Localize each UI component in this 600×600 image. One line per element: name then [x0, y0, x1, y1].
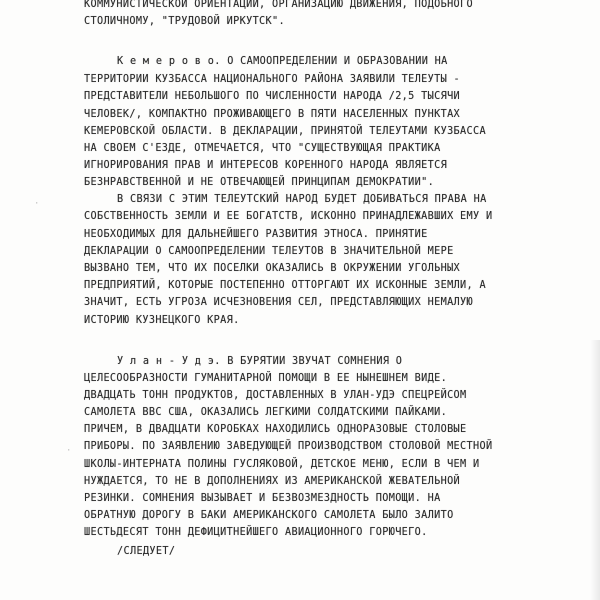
text-line: В СВЯЗИ С ЭТИМ ТЕЛЕУТСКИЙ НАРОД БУДЕТ ДОБИВАТЬСЯ ПРАВА НА — [117, 194, 487, 205]
text-line: ШЕСТЬДЕСЯТ ТОНН ДЕФИЦИТНЕЙШЕГО АВИАЦИОННОГО ГОРЮЧЕГО. — [84, 527, 428, 538]
continued-marker: /СЛЕДУЕТ/ — [117, 546, 176, 557]
margin-speck: · — [66, 446, 72, 456]
text-line: У л а н - У д э. В БУРЯТИИ ЗВУЧАТ СОМНЕНИЯ О — [117, 356, 403, 367]
margin-speck: · — [34, 199, 40, 209]
text-line: ШКОЛЫ-ИНТЕРНАТА ПОЛИНЫ ГУСЛЯКОВОЙ, ДЕТСКОЕ МЕНЮ, ЕСЛИ В ЧЕМ И — [84, 459, 480, 470]
text-line: ИГНОРИРОВАНИЯ ПРАВ И ИНТЕРЕСОВ КОРЕННОГО НАРОДА ЯВЛЯЕТСЯ — [84, 160, 448, 171]
text-line: НУЖДАЕТСЯ, ТО НЕ В ДОПОЛНЕНИЯХ ИЗ АМЕРИКАНСКОЙ ЖЕВАТЕЛЬНОЙ — [84, 476, 461, 487]
text-line: НЕОБХОДИМЫХ ДЛЯ ДАЛЬНЕЙШЕГО РАЗВИТИЯ ЭТНОСА. ПРИНЯТИЕ — [84, 229, 428, 240]
text-line: ИСТОРИЮ КУЗНЕЦКОГО КРАЯ. — [84, 315, 240, 326]
text-line: ПРИЧЕМ, В ДВАДЦАТИ КОРОБКАХ НАХОДИЛИСЬ ОДНОРАЗОВЫЕ СТОЛОВЫЕ — [84, 424, 467, 435]
text-line: ТЕРРИТОРИИ КУЗБАССА НАЦИОНАЛЬНОГО РАЙОНА ЗАЯВИЛИ ТЕЛЕУТЫ - — [84, 74, 461, 85]
text-line: СТОЛИЧНОМУ, "ТРУДОВОЙ ИРКУТСК". — [84, 16, 285, 27]
text-line: ОБРАТНУЮ ДОРОГУ В БАКИ АМЕРИКАНСКОГО САМОЛЕТА БЫЛО ЗАЛИТО — [84, 510, 454, 521]
text-line: ЧЕЛОВЕК/, КОМПАКТНО ПРОЖИВАЮЩЕГО В ПЯТИ НАСЕЛЕННЫХ ПУНКТАХ — [84, 109, 461, 120]
text-line: НА СВОЕМ С'ЕЗДЕ, ОТМЕЧАЕТСЯ, ЧТО "СУЩЕСТВУЮЩАЯ ПРАКТИКА — [84, 143, 441, 154]
text-line: ПРИБОРЫ. ПО ЗАЯВЛЕНИЮ ЗАВЕДУЮЩЕЙ ПРОИЗВОДСТВОМ СТОЛОВОЙ МЕСТНОЙ — [84, 441, 493, 452]
text-line: ПРЕДПРИЯТИЙ, КОТОРЫЕ ПОСТЕПЕННО ОТТОРГАЮТ ИХ ИСКОННЫЕ ЗЕМЛИ, А — [84, 280, 486, 291]
text-line: ДЕКЛАРАЦИИ О САМООПРЕДЕЛЕНИИ ТЕЛЕУТОВ В ЗНАЧИТЕЛЬНОЙ МЕРЕ — [84, 246, 454, 257]
text-line: РЕЗИНКИ. СОМНЕНИЯ ВЫЗЫВАЕТ И БЕЗВОЗМЕЗДНОСТЬ ПОМОЩИ. НА — [84, 493, 441, 504]
text-line: КОММУНИСТИЧЕСКОЙ ОРИЕНТАЦИИ, ОРГАНИЗАЦИЮ ДВИЖЕНИЯ, ПОДОБНОГО — [84, 0, 474, 10]
text-line: ЗНАЧИТ, ЕСТЬ УГРОЗА ИСЧЕЗНОВЕНИЯ СЕЛ, ПРЕДСТАВЛЯЮЩИХ НЕМАЛУЮ — [84, 297, 474, 308]
scan-edge-shadow — [590, 340, 600, 600]
text-line: ЦЕЛЕСООБРАЗНОСТИ ГУМАНИТАРНОЙ ПОМОЩИ В ЕЕ НЫНЕШНЕМ ВИДЕ. — [84, 373, 448, 384]
text-line: ПРЕДСТАВИТЕЛИ НЕБОЛЬШОГО ПО ЧИСЛЕННОСТИ НАРОДА /2,5 ТЫСЯЧИ — [84, 91, 461, 102]
text-line: ДВАДЦАТЬ ТОНН ПРОДУКТОВ, ДОСТАВЛЕННЫХ В УЛАН-УДЭ СПЕЦРЕЙСОМ — [84, 390, 467, 401]
text-line: БЕЗНРАВСТВЕННОЙ И НЕ ОТВЕЧАЮЩЕЙ ПРИНЦИПАМ ДЕМОКРАТИИ". — [84, 177, 435, 188]
text-line: САМОЛЕТА ВВС США, ОКАЗАЛИСЬ ЛЕГКИМИ СОЛДАТСКИМИ ПАЙКАМИ. — [84, 407, 448, 418]
text-line: К е м е р о в о. О САМООПРЕДЕЛЕНИИ И ОБРАЗОВАНИИ НА — [117, 56, 448, 67]
text-line: ВЫЗВАНО ТЕМ, ЧТО ИХ ПОСЕЛКИ ОКАЗАЛИСЬ В ОКРУЖЕНИИ УГОЛЬНЫХ — [84, 263, 461, 274]
text-line: КЕМЕРОВСКОЙ ОБЛАСТИ. В ДЕКЛАРАЦИИ, ПРИНЯТОЙ ТЕЛЕУТАМИ КУЗБАССА — [84, 126, 486, 137]
text-line: СОБСТВЕННОСТЬ ЗЕМЛИ И ЕЕ БОГАТСТВ, ИСКОННО ПРИНАДЛЕЖАВШИХ ЕМУ И — [84, 211, 493, 222]
